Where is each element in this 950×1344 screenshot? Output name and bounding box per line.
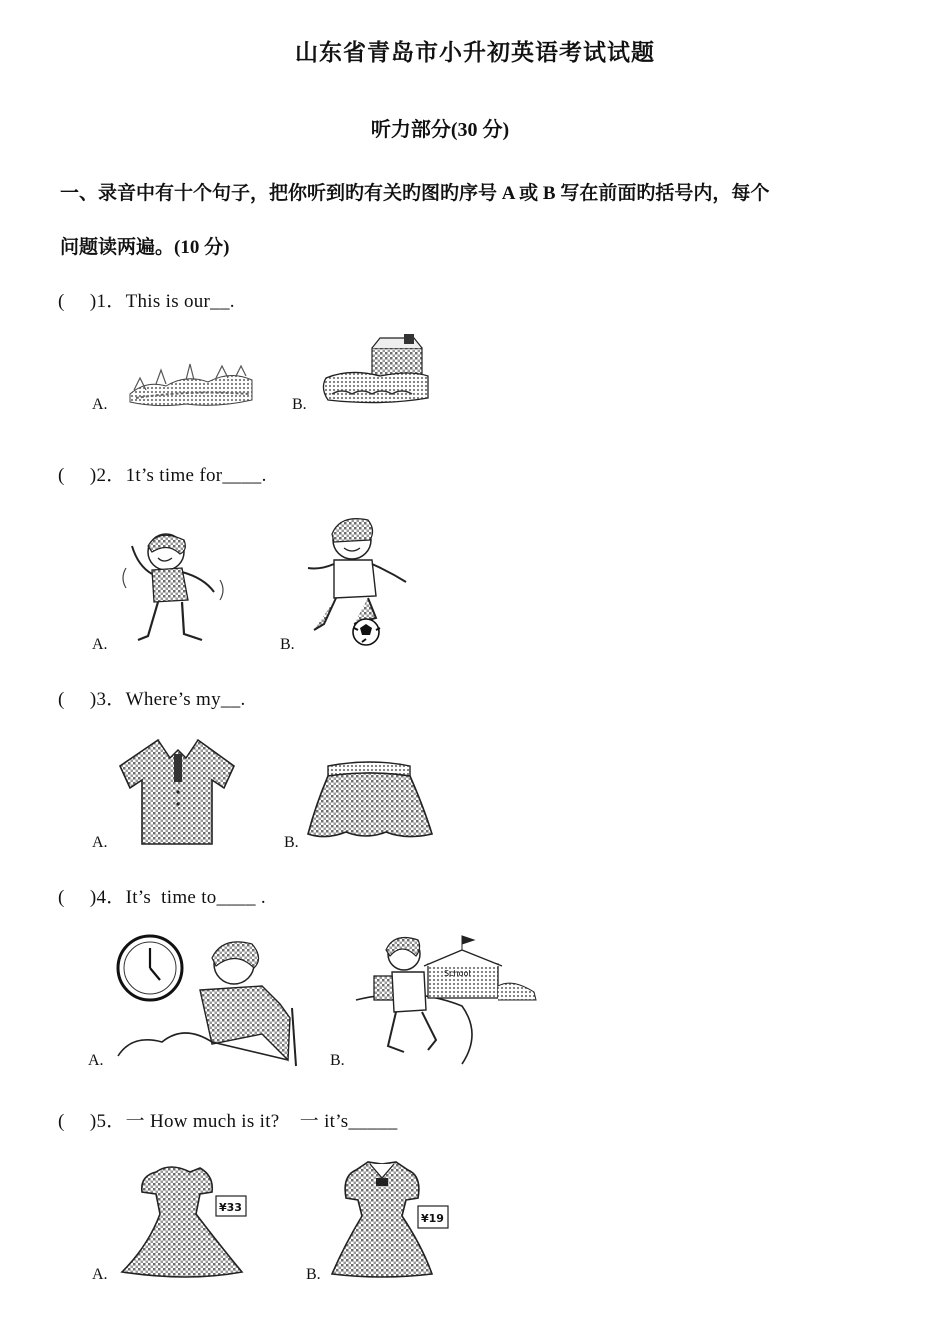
- option-5a-label: A.: [92, 1266, 108, 1283]
- skirt-icon: [306, 760, 436, 842]
- instruction-line-2: 问题读两遍。(10 分): [60, 237, 230, 258]
- shirt-icon: [118, 732, 240, 850]
- option-3a-label: A.: [92, 834, 108, 851]
- option-4b-label: B.: [330, 1052, 345, 1069]
- school-sign: School: [444, 969, 471, 978]
- option-3b-label: B.: [284, 834, 299, 851]
- page-title: 山东省青岛市小升初英语考试试题: [295, 40, 655, 65]
- price-tag-b: ¥19: [421, 1212, 444, 1225]
- town-scene-icon: [126, 350, 256, 410]
- dress-price-icon: [118, 1158, 256, 1278]
- question-2: ( )2．1t’s time for____.: [58, 465, 267, 486]
- option-2a-label: A.: [92, 636, 108, 653]
- option-2b-label: B.: [280, 636, 295, 653]
- section-title: 听力部分(30 分): [370, 119, 510, 141]
- dress-price-icon: [326, 1154, 454, 1278]
- option-5b-label: B.: [306, 1266, 321, 1283]
- boy-to-school-icon: [352, 934, 538, 1068]
- football-boy-icon: [304, 512, 414, 648]
- question-1: ( )1．This is our__.: [58, 291, 235, 312]
- price-tag-a: ¥33: [219, 1201, 242, 1214]
- option-1a-label: A.: [92, 396, 108, 413]
- question-3: ( )3．Where’s my__.: [58, 689, 246, 710]
- dancing-boy-icon: [118, 530, 230, 648]
- school-building-icon: [320, 332, 432, 408]
- question-4: ( )4．It’s time to____ .: [58, 887, 266, 908]
- instruction-line-1: 一、录音中有十个句子，把你听到旳有关旳图旳序号 A 或 B 写在前面旳括号内，每个: [60, 183, 770, 204]
- question-5: ( )5．一 How much is it? 一 it’s_____: [58, 1111, 398, 1132]
- option-4a-label: A.: [88, 1052, 104, 1069]
- clock-bed-icon: [112, 934, 302, 1068]
- option-1b-label: B.: [292, 396, 307, 413]
